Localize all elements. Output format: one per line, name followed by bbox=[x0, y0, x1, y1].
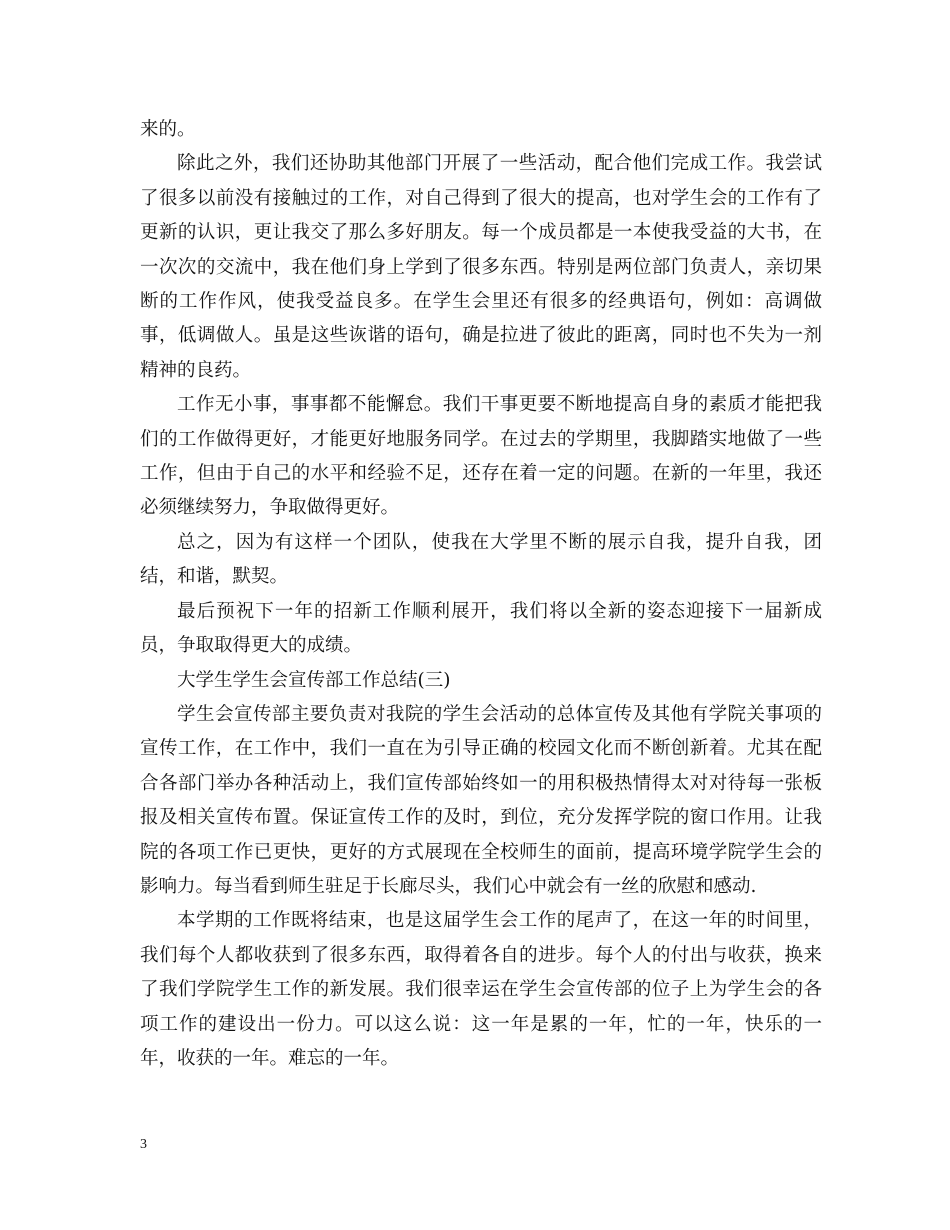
paragraph-continuation: 来的。 bbox=[140, 119, 196, 140]
paragraph-wishes: 最后预祝下一年的招新工作顺利展开，我们将以全新的姿态迎接下一届新成员，争取取得更大的成绩。 bbox=[140, 600, 822, 657]
paragraph-work-attitude: 工作无小事，事事都不能懈怠。我们干事更要不断地提高自身的素质才能把我们的工作做得更好，才能更好地服务同学。在过去的学期里，我脚踏实地做了一些工作，但由于自己的水平和经验不足，还存在着一定的问题。在新的一年里，我还必须继续努力，争取做得更好。 bbox=[140, 394, 822, 519]
paragraph-publicity-duties: 学生会宣传部主要负责对我院的学生会活动的总体宣传及其他有学院关事项的宣传工作，在工作中，我们一直在为引导正确的校园文化而不断创新着。尤其在配合各部门举办各种活动上，我们宣传部始终如一的用积极热情得太对对待每一张板报及相关宣传布置。保证宣传工作的及时，到位，充分发挥学院的窗口作用。让我院的各项工作已更快，更好的方式展现在全校师生的面前，提高环境学院学生会的影响力。每当看到师生驻足于长廊尽头，我们心中就会有一丝的欣慰和感动. bbox=[140, 703, 822, 897]
paragraph-cooperation: 除此之外，我们还协助其他部门开展了一些活动，配合他们完成工作。我尝试了很多以前没有接触过的工作，对自己得到了很大的提高，也对学生会的工作有了更新的认识，更让我交了那么多好朋友。每一个成员都是一本使我受益的大书，在一次次的交流中，我在他们身上学到了很多东西。特别是两位部门负责人，亲切果断的工作作风，使我受益良多。在学生会里还有很多的经典语句，例如：高调做事，低调做人。虽是这些诙谐的语句，确是拉进了彼此的距离，同时也不失为一剂精神的良药。 bbox=[140, 153, 822, 381]
paragraph-semester-summary: 本学期的工作既将结束，也是这届学生会工作的尾声了，在这一年的时间里，我们每个人都收获到了很多东西，取得着各自的进步。每个人的付出与收获，换来了我们学院学生工作的新发展。我们很幸运在学生会宣传部的位子上为学生会的各项工作的建设出一份力。可以这么说：这一年是累的一年，忙的一年，快乐的一年，收获的一年。难忘的一年。 bbox=[140, 910, 822, 1069]
paragraph-team: 总之，因为有这样一个团队，使我在大学里不断的展示自我，提升自我，团结，和谐，默契。 bbox=[140, 531, 822, 588]
page-number: 3 bbox=[140, 1137, 147, 1152]
section-heading: 大学生学生会宣传部工作总结(三) bbox=[177, 669, 451, 691]
document-body bbox=[140, 113, 822, 1076]
